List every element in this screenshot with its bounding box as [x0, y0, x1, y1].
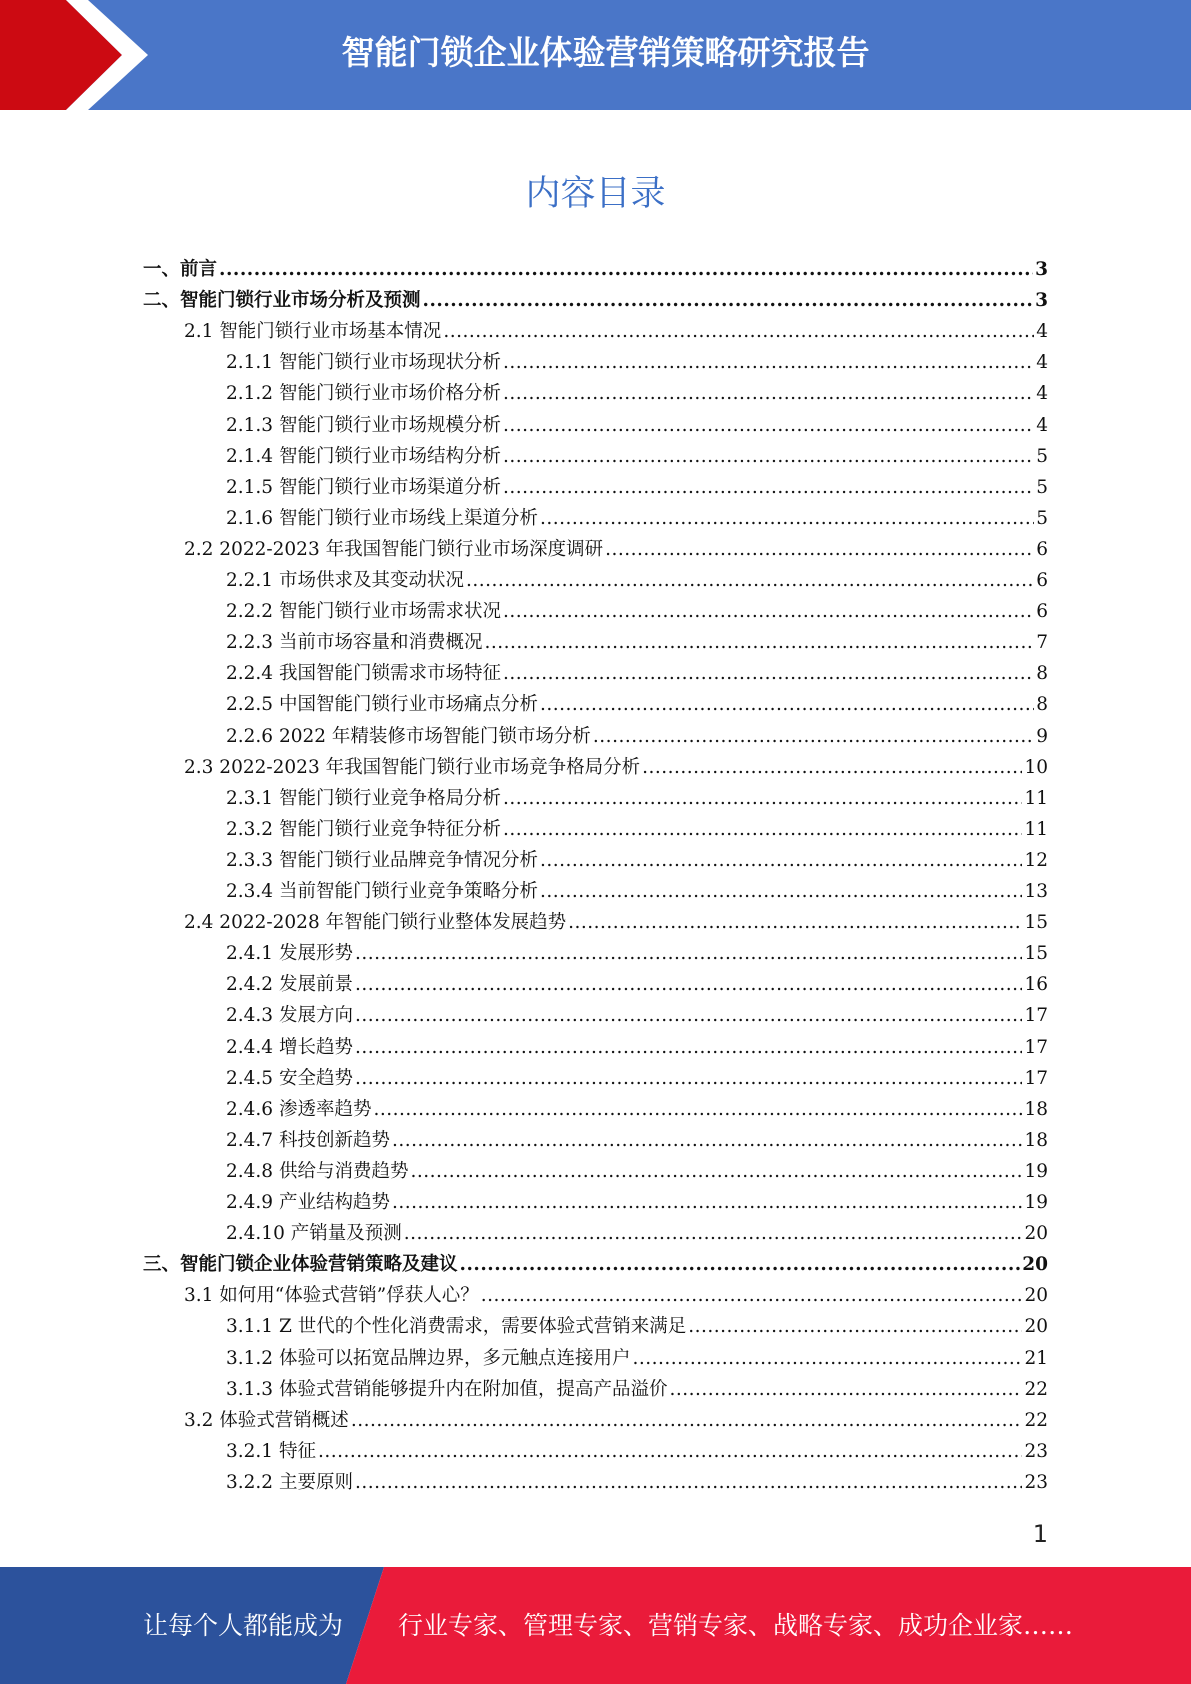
toc-entry[interactable] [226, 441, 1048, 472]
toc-entry-page: 4 [1036, 383, 1048, 405]
toc-entry-page: 16 [1024, 974, 1048, 996]
toc-entry[interactable] [226, 596, 1048, 627]
toc-entry-page: 7 [1036, 632, 1048, 654]
toc-entry-page: 5 [1036, 445, 1048, 467]
toc-entry-label: 2.1.5 智能门锁行业市场渠道分析 [226, 476, 501, 498]
toc-entry[interactable] [226, 1467, 1048, 1498]
toc-entry-label: 2.3 2022-2023 年我国智能门锁行业市场竞争格局分析 [184, 756, 641, 778]
toc-entry-label: 2.1.6 智能门锁行业市场线上渠道分析 [226, 507, 538, 529]
toc-entry-page: 19 [1024, 1192, 1048, 1213]
toc-entry-page: 4 [1036, 352, 1048, 374]
toc-entry-label: 2.4.3 发展方向 [226, 1005, 353, 1027]
toc-entry[interactable] [226, 1156, 1048, 1187]
toc-entry-page: 8 [1036, 663, 1048, 685]
toc-entry[interactable] [226, 938, 1048, 969]
footer-slogan-left: 让每个人都能成为 [143, 1611, 344, 1640]
toc-leader-dots [503, 658, 1034, 689]
toc-leader-dots [503, 783, 1022, 814]
toc-leader-dots [605, 534, 1034, 565]
toc-entry-page: 13 [1024, 881, 1048, 902]
toc-leader-dots [540, 689, 1034, 720]
toc-entry-page: 8 [1036, 694, 1048, 716]
toc-leader-dots [410, 1156, 1022, 1187]
toc-entry[interactable] [226, 1094, 1048, 1125]
toc-entry-page: 20 [1024, 1285, 1048, 1307]
toc-leader-dots [392, 1125, 1022, 1156]
toc-leader-dots [503, 472, 1034, 503]
toc-entry-label: 二、智能门锁行业市场分析及预测 [143, 290, 421, 312]
toc-leader-dots [355, 1000, 1023, 1031]
toc-entry[interactable] [226, 658, 1048, 689]
toc-entry-label: 2.2.6 2022 年精装修市场智能门锁市场分析 [226, 725, 591, 747]
toc-leader-dots [355, 1063, 1023, 1094]
toc-entry-page: 20 [1024, 1223, 1048, 1245]
toc-entry[interactable] [226, 1032, 1048, 1063]
toc-entry-label: 2.2.3 当前市场容量和消费概况 [226, 632, 483, 654]
toc-entry-label: 2.3.3 智能门锁行业品牌竞争情况分析 [226, 849, 538, 871]
toc-entry-label: 2.4.2 发展前景 [226, 974, 353, 996]
toc-entry-page: 18 [1024, 1129, 1048, 1151]
toc-leader-dots [481, 1280, 1023, 1311]
toc-entry-page: 5 [1036, 507, 1048, 529]
toc-leader-dots [443, 316, 1034, 347]
toc-entry-page: 15 [1024, 912, 1048, 934]
toc-entry-page: 6 [1036, 601, 1048, 623]
toc-entry-page: 17 [1024, 1036, 1048, 1058]
toc-entry[interactable] [184, 907, 1048, 938]
toc-leader-dots [503, 596, 1034, 627]
toc-entry-page: 11 [1024, 787, 1048, 809]
toc-entry-label: 2.4.8 供给与消费趋势 [226, 1160, 409, 1182]
toc-entry-label: 2.2.4 我国智能门锁需求市场特征 [226, 663, 501, 685]
toc-entry-page: 6 [1036, 570, 1048, 591]
toc-entry[interactable] [226, 1343, 1048, 1374]
toc-entry-label: 2.3.2 智能门锁行业竞争特征分析 [226, 818, 501, 840]
toc-entry[interactable] [226, 783, 1048, 814]
toc-entry-page: 22 [1024, 1409, 1048, 1431]
toc-entry-label: 2.4 2022-2028 年智能门锁行业整体发展趋势 [184, 912, 567, 934]
toc-entry-page: 20 [1022, 1254, 1048, 1276]
page-number: 1 [1032, 1520, 1048, 1548]
toc-entry[interactable] [226, 814, 1048, 845]
toc-leader-dots [351, 1405, 1023, 1436]
toc-entry-page: 15 [1024, 943, 1048, 965]
toc-leader-dots [642, 752, 1022, 783]
header-band [0, 0, 1191, 110]
toc-entry-label: 2.2 2022-2023 年我国智能门锁行业市场深度调研 [184, 538, 604, 560]
toc-entry-page: 19 [1024, 1160, 1048, 1182]
toc-leader-dots [503, 441, 1034, 472]
toc-entry-label: 3.1.1 Z 世代的个性化消费需求，需要体验式营销来满足 [226, 1316, 687, 1338]
toc-entry-label: 2.1.1 智能门锁行业市场现状分析 [226, 352, 501, 374]
toc-leader-dots [355, 1032, 1023, 1063]
toc-entry-label: 3.1.3 体验式营销能够提升内在附加值，提高产品溢价 [226, 1378, 668, 1400]
toc-heading: 内容目录 [525, 174, 666, 214]
toc-entry-label: 2.2.5 中国智能门锁行业市场痛点分析 [226, 694, 538, 716]
toc-entry[interactable] [143, 285, 1048, 316]
toc-entry-page: 11 [1024, 818, 1048, 840]
toc-entry-label: 2.2.2 智能门锁行业市场需求状况 [226, 601, 501, 623]
toc-entry-page: 21 [1024, 1347, 1048, 1369]
toc-entry-label: 2.1.4 智能门锁行业市场结构分析 [226, 445, 501, 467]
toc-entry-label: 3.2.1 特征 [226, 1440, 316, 1462]
toc-entry[interactable] [226, 565, 1048, 596]
toc-entry-page: 12 [1024, 849, 1048, 871]
toc-entry-label: 2.4.1 发展形势 [226, 943, 353, 965]
toc-entry[interactable] [184, 752, 1048, 783]
toc-leader-dots [219, 254, 1033, 285]
toc-entry-label: 3.1 如何用“体验式营销”俘获人心？ [184, 1285, 479, 1307]
toc-leader-dots [355, 969, 1023, 1000]
toc-entry[interactable] [226, 627, 1048, 658]
toc-entry-page: 23 [1024, 1440, 1048, 1462]
toc-entry-label: 2.4.6 渗透率趋势 [226, 1098, 372, 1120]
toc-entry[interactable] [226, 1063, 1048, 1094]
toc-entry[interactable] [143, 1249, 1048, 1280]
toc-leader-dots [423, 285, 1034, 316]
toc-entry-page: 5 [1036, 476, 1048, 498]
toc-entry-page: 4 [1036, 414, 1048, 436]
toc-entry[interactable] [226, 1125, 1048, 1156]
toc-entry[interactable] [226, 1218, 1048, 1249]
toc-entry-label: 2.3.4 当前智能门锁行业竞争策略分析 [226, 881, 538, 902]
toc-entry[interactable] [226, 1000, 1048, 1031]
toc-entry[interactable] [226, 378, 1048, 409]
toc-entry-label: 2.3.1 智能门锁行业竞争格局分析 [226, 787, 501, 809]
toc-entry-page: 20 [1024, 1316, 1048, 1338]
toc-entry[interactable] [226, 472, 1048, 503]
toc-entry-label: 3.2.2 主要原则 [226, 1471, 353, 1493]
toc-leader-dots [540, 503, 1034, 534]
toc-entry[interactable] [226, 1187, 1048, 1218]
toc-entry[interactable] [226, 1311, 1048, 1342]
toc-entry[interactable] [226, 503, 1048, 534]
toc-entry[interactable] [184, 1280, 1048, 1311]
toc-entry[interactable] [226, 845, 1048, 876]
toc-leader-dots [688, 1311, 1022, 1342]
toc-entry[interactable] [226, 876, 1048, 907]
toc-entry-label: 三、智能门锁企业体验营销策略及建议 [143, 1254, 458, 1276]
toc-leader-dots [404, 1218, 1023, 1249]
toc-entry-label: 3.1.2 体验可以拓宽品牌边界，多元触点连接用户 [226, 1347, 631, 1369]
toc-entry-page: 17 [1024, 1067, 1048, 1089]
toc-entry[interactable] [143, 254, 1048, 285]
toc-leader-dots [540, 876, 1022, 907]
toc-entry-page: 22 [1024, 1378, 1048, 1400]
toc-entry-page: 4 [1036, 321, 1048, 343]
toc-entry[interactable] [184, 1405, 1048, 1436]
toc-leader-dots [593, 721, 1034, 752]
toc-entry-label: 2.4.5 安全趋势 [226, 1067, 353, 1089]
toc-entry-label: 2.2.1 市场供求及其变动状况 [226, 570, 464, 591]
footer-slogan-right: 行业专家、管理专家、营销专家、战略专家、成功企业家…… [398, 1611, 1074, 1640]
toc-leader-dots [503, 814, 1022, 845]
toc-entry-label: 2.4.4 增长趋势 [226, 1036, 353, 1058]
toc-entry-page: 9 [1036, 725, 1048, 747]
toc-leader-dots [318, 1436, 1023, 1467]
toc-leader-dots [373, 1094, 1022, 1125]
toc-entry-label: 2.1 智能门锁行业市场基本情况 [184, 321, 442, 343]
toc-entry-label: 2.1.2 智能门锁行业市场价格分析 [226, 383, 501, 405]
toc-entry[interactable] [226, 410, 1048, 441]
footer-band [0, 1567, 1191, 1684]
toc-leader-dots [540, 845, 1022, 876]
toc-leader-dots [355, 938, 1023, 969]
toc-entry[interactable] [226, 721, 1048, 752]
toc-entry-label: 一、前言 [143, 259, 218, 280]
toc-leader-dots [568, 907, 1022, 938]
toc-entry-label: 2.4.7 科技创新趋势 [226, 1129, 390, 1151]
toc-leader-dots [460, 1249, 1021, 1280]
toc-entry-page: 23 [1024, 1471, 1048, 1493]
toc-entry-page: 3 [1035, 290, 1048, 312]
toc-leader-dots [503, 378, 1034, 409]
toc-entry[interactable] [226, 347, 1048, 378]
toc-leader-dots [632, 1343, 1022, 1374]
toc-entry[interactable] [226, 1436, 1048, 1467]
toc-leader-dots [355, 1467, 1023, 1498]
toc-leader-dots [503, 410, 1034, 441]
toc-leader-dots [484, 627, 1034, 658]
toc-entry-label: 2.4.10 产销量及预测 [226, 1223, 402, 1245]
toc-entry[interactable] [226, 689, 1048, 720]
toc-entry[interactable] [184, 316, 1048, 347]
report-title: 智能门锁企业体验营销策略研究报告 [341, 33, 870, 72]
toc-entry[interactable] [184, 534, 1048, 565]
toc-entry-label: 2.1.3 智能门锁行业市场规模分析 [226, 414, 501, 436]
toc-leader-dots [392, 1187, 1022, 1218]
toc-leader-dots [503, 347, 1034, 378]
toc-entry[interactable] [226, 969, 1048, 1000]
toc-entry-page: 17 [1024, 1005, 1048, 1027]
toc-entry-label: 3.2 体验式营销概述 [184, 1409, 349, 1431]
toc-leader-dots [669, 1374, 1022, 1405]
toc-leader-dots [466, 565, 1034, 596]
toc-entry-page: 3 [1035, 259, 1048, 280]
toc-entry[interactable] [226, 1374, 1048, 1405]
toc-entry-page: 18 [1024, 1098, 1048, 1120]
toc-entry-page: 10 [1024, 756, 1048, 778]
toc-entry-label: 2.4.9 产业结构趋势 [226, 1192, 390, 1213]
toc-entry-page: 6 [1036, 538, 1048, 560]
